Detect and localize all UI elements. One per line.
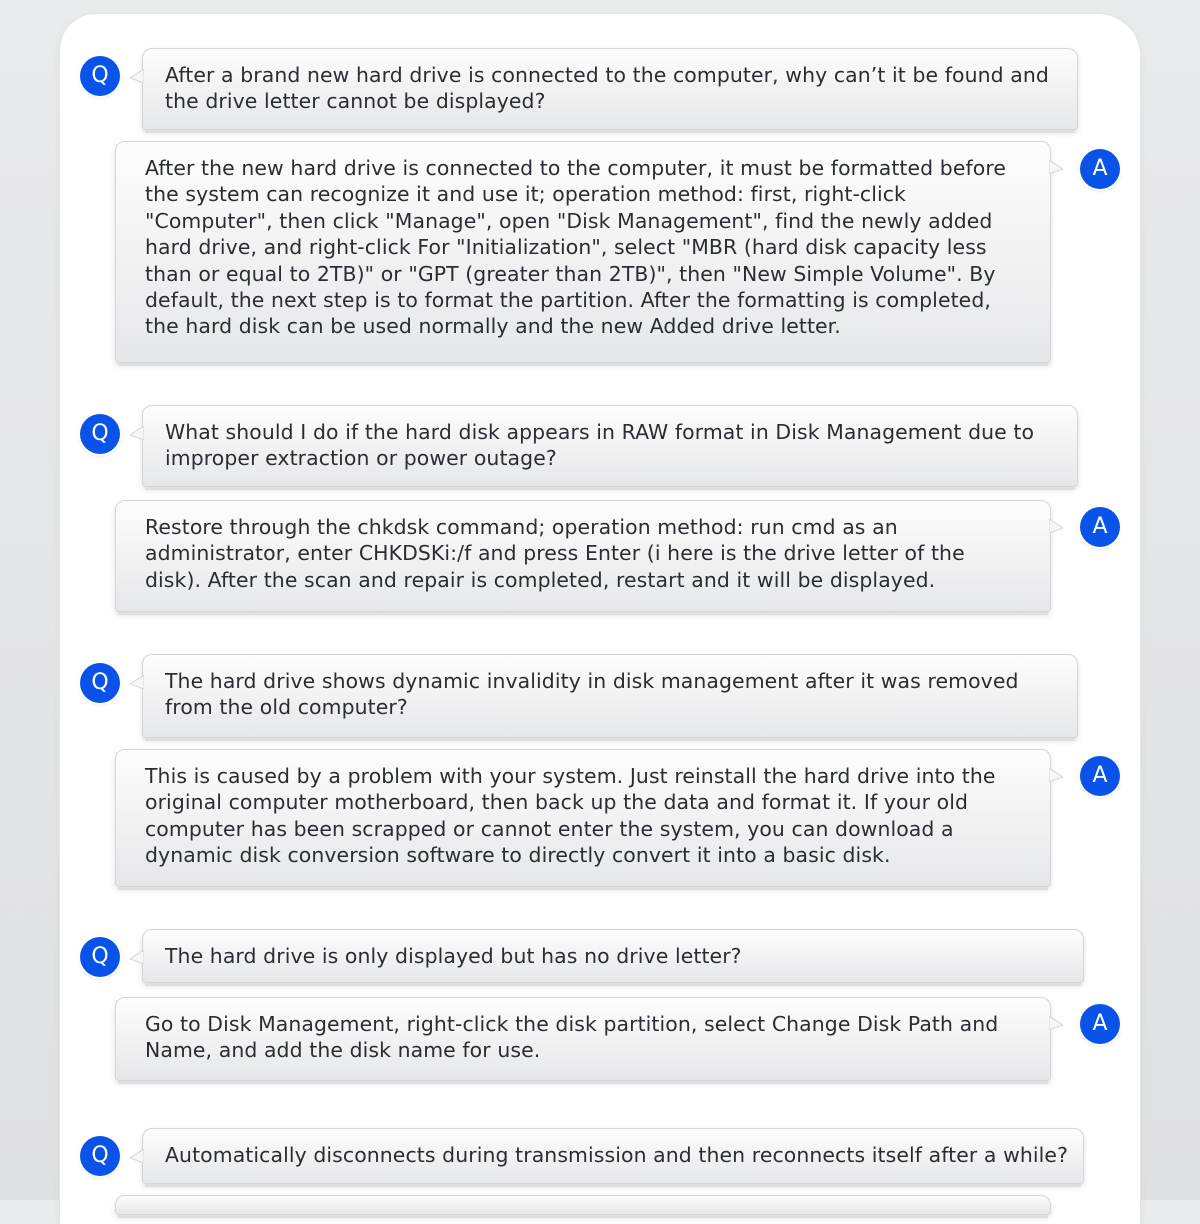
question-badge: Q bbox=[80, 663, 120, 703]
question-badge: Q bbox=[80, 414, 120, 454]
bubble-tail-icon bbox=[130, 426, 144, 440]
answer-badge: A bbox=[1080, 149, 1120, 189]
question-badge: Q bbox=[80, 1136, 120, 1176]
question-bubble bbox=[142, 929, 1084, 983]
question-bubble bbox=[142, 1128, 1084, 1184]
bubble-tail-icon bbox=[130, 675, 144, 689]
question-text: What should I do if the hard disk appears in RAW format in Disk Management due to improper extraction or power outage? bbox=[165, 420, 1035, 471]
bubble-tail-icon bbox=[130, 950, 144, 964]
answer-bubble bbox=[115, 997, 1051, 1081]
question-badge: Q bbox=[80, 937, 120, 977]
answer-bubble bbox=[115, 141, 1051, 363]
answer-text: After the new hard drive is connected to the computer, it must be formatted before the system can recognize it and use it; operation method: first, right-click "Computer", then click "Manage", open "Disk Management", find the newly added hard drive, and right-click For "Initialization", select "MBR (hard disk capacity less than or equal to 2TB)" or "GPT (greater than 2TB)", then "New Simple Volume". By default, the next step is to format the partition. After the formatting is completed, the hard disk can be used normally and the new Added drive letter. bbox=[145, 156, 1007, 339]
answer-bubble bbox=[115, 500, 1051, 612]
bubble-tail-icon bbox=[1049, 160, 1063, 174]
answer-bubble bbox=[115, 1195, 1051, 1215]
question-text: Automatically disconnects during transmission and then reconnects itself after a while? bbox=[165, 1143, 1068, 1167]
answer-text: This is caused by a problem with your system. Just reinstall the hard drive into the original computer motherboard, then back up the data and format it. If your old computer has been scrapped or cannot enter the system, you can download a dynamic disk conversion software to directly convert it into a basic disk. bbox=[145, 764, 996, 868]
answer-text: Go to Disk Management, right-click the disk partition, select Change Disk Path and Name, and add the disk name for use. bbox=[145, 1012, 999, 1063]
question-text: The hard drive shows dynamic invalidity in disk management after it was removed from the old computer? bbox=[165, 669, 1019, 720]
answer-text: Restore through the chkdsk command; operation method: run cmd as an administrator, enter CHKDSKi:/f and press Enter (i here is the drive letter of the disk). After the scan and repair is completed, restart and it will be displayed. bbox=[145, 515, 965, 592]
answer-bubble bbox=[115, 749, 1051, 887]
answer-badge: A bbox=[1080, 1004, 1120, 1044]
question-bubble bbox=[142, 654, 1078, 738]
bubble-tail-icon bbox=[1049, 768, 1063, 782]
answer-badge: A bbox=[1080, 507, 1120, 547]
question-text: The hard drive is only displayed but has no drive letter? bbox=[165, 944, 742, 968]
bubble-tail-icon bbox=[1049, 1016, 1063, 1030]
question-bubble bbox=[142, 405, 1078, 487]
question-text: After a brand new hard drive is connected to the computer, why can’t it be found and the drive letter cannot be displayed? bbox=[165, 63, 1049, 114]
answer-badge: A bbox=[1080, 756, 1120, 796]
bubble-tail-icon bbox=[130, 69, 144, 83]
bubble-tail-icon bbox=[130, 1149, 144, 1163]
bubble-tail-icon bbox=[1049, 519, 1063, 533]
question-bubble bbox=[142, 48, 1078, 130]
question-badge: Q bbox=[80, 56, 120, 96]
